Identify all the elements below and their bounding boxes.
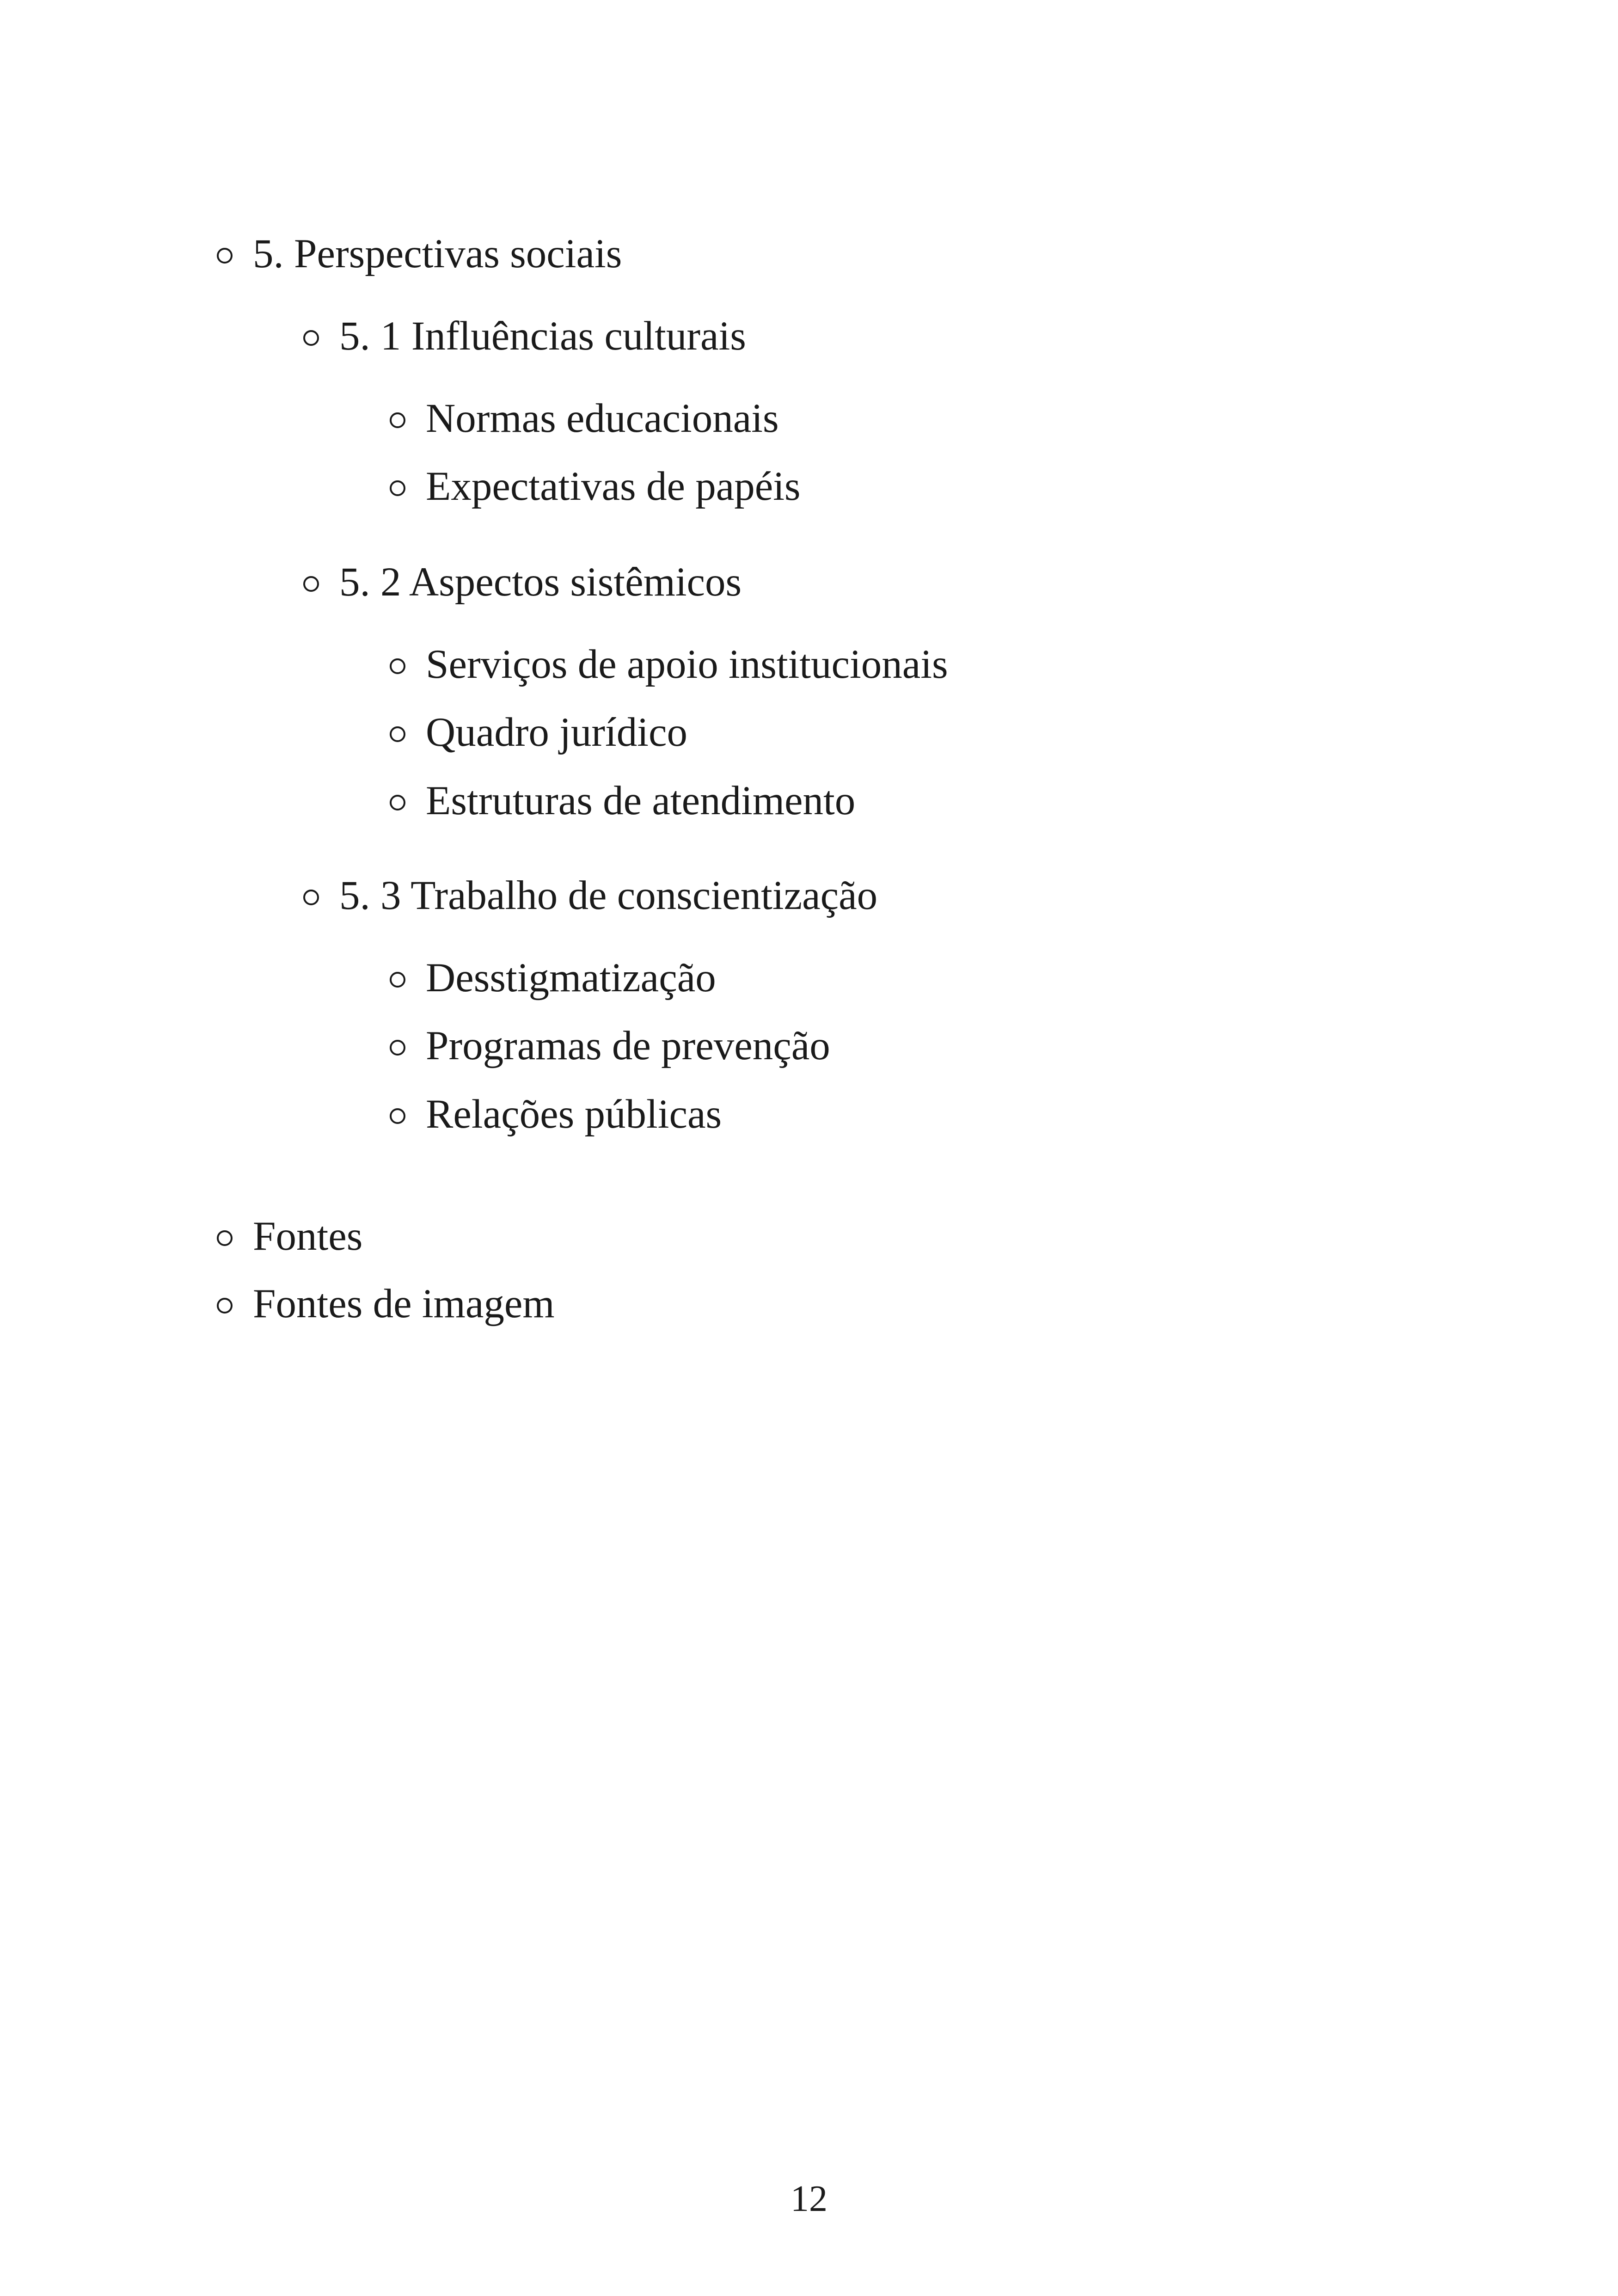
toc-item-text: 5. Perspectivas sociais bbox=[253, 231, 622, 276]
toc-item-text: Fontes de imagem bbox=[253, 1281, 555, 1326]
circle-bullet-icon bbox=[303, 330, 319, 346]
circle-bullet-icon bbox=[303, 890, 319, 905]
page-number: 12 bbox=[791, 2179, 827, 2219]
circle-bullet-icon bbox=[390, 1108, 405, 1124]
circle-bullet-icon bbox=[217, 1298, 233, 1314]
circle-bullet-icon bbox=[390, 972, 405, 988]
toc-item-trabalho-de-conscientizacao bbox=[303, 875, 877, 916]
circle-bullet-icon bbox=[303, 576, 319, 592]
circle-bullet-icon bbox=[390, 726, 405, 742]
circle-bullet-icon bbox=[390, 480, 405, 496]
toc-item-servicos-de-apoio bbox=[390, 644, 948, 685]
circle-bullet-icon bbox=[390, 658, 405, 674]
toc-item-programas-de-prevencao bbox=[390, 1025, 830, 1067]
toc-item-fontes bbox=[217, 1216, 362, 1257]
circle-bullet-icon bbox=[217, 1230, 233, 1246]
toc-item-estruturas-de-atendimento bbox=[390, 780, 855, 822]
toc-item-perspectivas-sociais bbox=[217, 233, 622, 275]
toc-item-quadro-juridico bbox=[390, 712, 687, 753]
toc-item-text: Relações públicas bbox=[426, 1092, 722, 1137]
toc-item-text: Estruturas de atendimento bbox=[426, 778, 856, 823]
toc-item-expectativas-de-papeis bbox=[390, 466, 801, 507]
circle-bullet-icon bbox=[217, 248, 233, 264]
circle-bullet-icon bbox=[390, 1040, 405, 1056]
toc-item-text: 5. 3 Trabalho de conscientização bbox=[339, 873, 878, 918]
toc-item-influencias-culturais bbox=[303, 313, 746, 359]
toc-item-desstigmatizacao bbox=[390, 955, 716, 1001]
toc-item-text: Programas de prevenção bbox=[426, 1023, 830, 1068]
toc-item-text: Fontes bbox=[253, 1214, 363, 1259]
toc-item-text: Normas educacionais bbox=[426, 396, 779, 441]
toc-item-text: Desstigmatização bbox=[426, 955, 716, 1001]
toc-item-normas-educacionais bbox=[390, 398, 779, 439]
circle-bullet-icon bbox=[390, 412, 405, 428]
toc-item-text: 5. 2 Aspectos sistêmicos bbox=[339, 559, 742, 605]
toc-item-fontes-de-imagem bbox=[217, 1283, 555, 1325]
circle-bullet-icon bbox=[390, 795, 405, 810]
toc-item-text: Expectativas de papéis bbox=[426, 464, 801, 509]
toc-item-relacoes-publicas bbox=[390, 1094, 722, 1135]
toc-item-text: Serviços de apoio institucionais bbox=[426, 642, 948, 687]
toc-item-aspectos-sistemicos bbox=[303, 559, 742, 605]
toc-item-text: Quadro jurídico bbox=[426, 710, 687, 755]
toc-item-text: 5. 1 Influências culturais bbox=[339, 313, 746, 359]
